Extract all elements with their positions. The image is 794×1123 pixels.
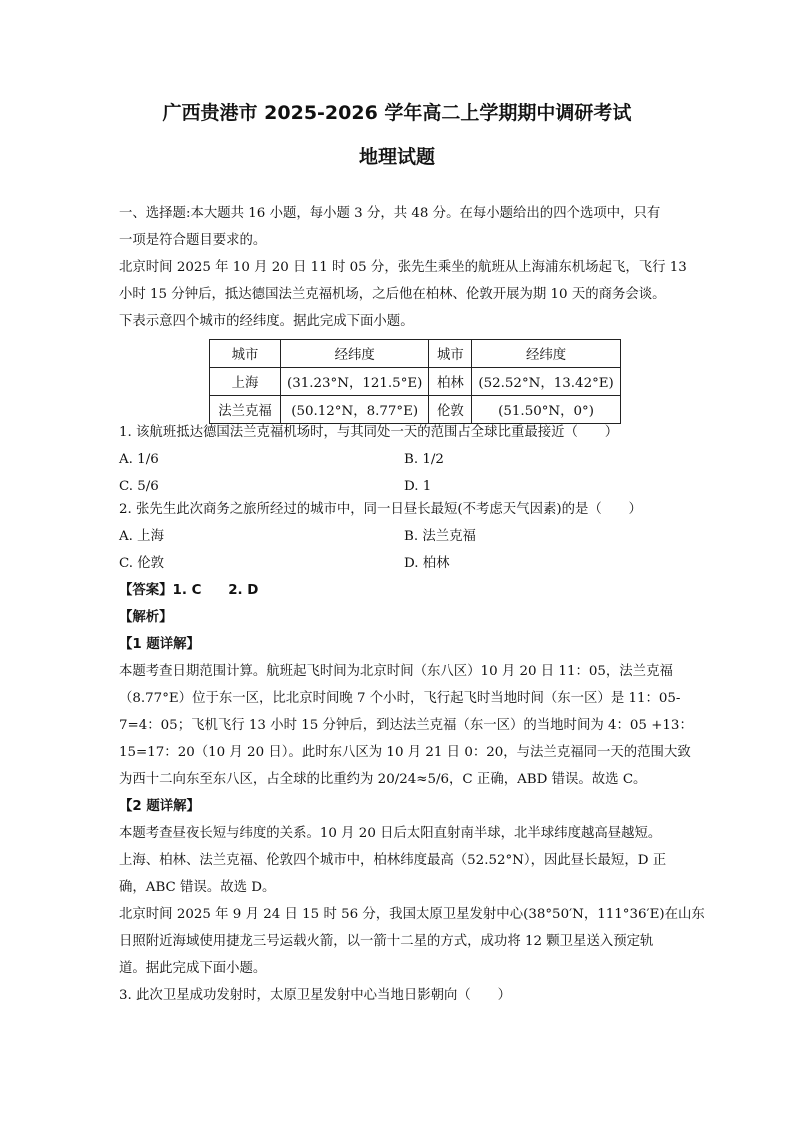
- table-header-cell: 经纬度: [281, 340, 429, 368]
- table-cell: (51.50°N，0°): [472, 396, 620, 424]
- q2-option-b: B. 法兰克福: [404, 529, 476, 544]
- table-cell: (52.52°N，13.42°E): [472, 368, 620, 396]
- q1-option-c: C. 5/6: [119, 479, 159, 494]
- section-heading-line: 一、选择题:本大题共 16 小题，每小题 3 分，共 48 分。在每小题给出的四个选项中，只有: [119, 206, 661, 221]
- detail-1-line: 15=17：20（10 月 20 日）。此时东八区为 10 月 21 日 0：20，与法兰克福同一天的范围大致: [119, 745, 691, 760]
- q1-option-a: A. 1/6: [119, 452, 159, 467]
- question-3-stem: 3. 此次卫星成功发射时，太原卫星发射中心当地日影朝向（ ）: [119, 988, 511, 1003]
- passage-2-line: 日照附近海域使用捷龙三号运载火箭，以一箭十二星的方式，成功将 12 颗卫星送入预定轨: [119, 934, 654, 949]
- detail-1-line: 7=4：05；飞机飞行 13 小时 15 分钟后，到达法兰克福（东一区）的当地时间为 4：05 +13：: [119, 718, 693, 733]
- exam-title: 广西贵港市 2025-2026 学年高二上学期期中调研考试: [162, 102, 632, 124]
- detail-1-line: （8.77°E）位于东一区，比北京时间晚 7 个小时，飞行起飞时当地时间（东一区）是 11：05-: [119, 691, 681, 706]
- latlon-table: [209, 339, 621, 424]
- question-2-stem: 2. 张先生此次商务之旅所经过的城市中，同一日昼长最短(不考虑天气因素)的是（ ）: [119, 502, 642, 517]
- table-row: [210, 368, 621, 396]
- q2-option-a: A. 上海: [119, 529, 164, 544]
- detail-1-heading: 【1 题详解】: [119, 637, 200, 652]
- answer-line: 【答案】1. C 2. D: [119, 583, 259, 598]
- detail-1-line: 为西十二向东至东八区，占全球的比重约为 20/24≈5/6，C 正确，ABD 错误。故选 C。: [119, 772, 647, 787]
- detail-1-line: 本题考查日期范围计算。航班起飞时间为北京时间（东八区）10 月 20 日 11：05，法兰克福: [119, 664, 673, 679]
- table-cell: (50.12°N，8.77°E): [281, 396, 429, 424]
- detail-2-line: 确，ABC 错误。故选 D。: [119, 880, 276, 895]
- q1-option-d: D. 1: [404, 479, 432, 494]
- detail-2-heading: 【2 题详解】: [119, 799, 200, 814]
- table-row: [210, 396, 621, 424]
- table-cell: 柏林: [429, 368, 472, 396]
- passage-line: 北京时间 2025 年 10 月 20 日 11 时 05 分，张先生乘坐的航班从上海浦东机场起飞，飞行 13: [119, 260, 687, 275]
- q2-option-d: D. 柏林: [404, 556, 450, 571]
- passage-2-line: 道。据此完成下面小题。: [119, 961, 267, 976]
- section-heading-line: 一项是符合题目要求的。: [119, 233, 267, 248]
- q1-option-b: B. 1/2: [404, 452, 444, 467]
- table-cell: 法兰克福: [210, 396, 281, 424]
- exam-subtitle: 地理试题: [358, 146, 435, 168]
- table-header-cell: 经纬度: [472, 340, 620, 368]
- passage-2-line: 北京时间 2025 年 9 月 24 日 15 时 56 分，我国太原卫星发射中心(38°50′N，111°36′E)在山东: [119, 907, 705, 922]
- passage-line: 小时 15 分钟后，抵达德国法兰克福机场，之后他在柏林、伦敦开展为期 10 天的商务会谈。: [119, 287, 666, 302]
- detail-2-line: 上海、柏林、法兰克福、伦敦四个城市中，柏林纬度最高（52.52°N），因此昼长最短，D 正: [119, 853, 667, 868]
- detail-2-line: 本题考查昼夜长短与纬度的关系。10 月 20 日后太阳直射南半球，北半球纬度越高昼越短。: [119, 826, 662, 841]
- table-header-cell: 城市: [429, 340, 472, 368]
- question-1-stem: 1. 该航班抵达德国法兰克福机场时，与其同处一天的范围占全球比重最接近（ ）: [119, 425, 619, 440]
- table-cell: 伦敦: [429, 396, 472, 424]
- table-cell: 上海: [210, 368, 281, 396]
- analysis-heading: 【解析】: [119, 610, 173, 625]
- passage-line: 下表示意四个城市的经纬度。据此完成下面小题。: [119, 314, 414, 329]
- table-header-row: [210, 340, 621, 368]
- table-cell: (31.23°N，121.5°E): [281, 368, 429, 396]
- q2-option-c: C. 伦敦: [119, 556, 165, 571]
- table-header-cell: 城市: [210, 340, 281, 368]
